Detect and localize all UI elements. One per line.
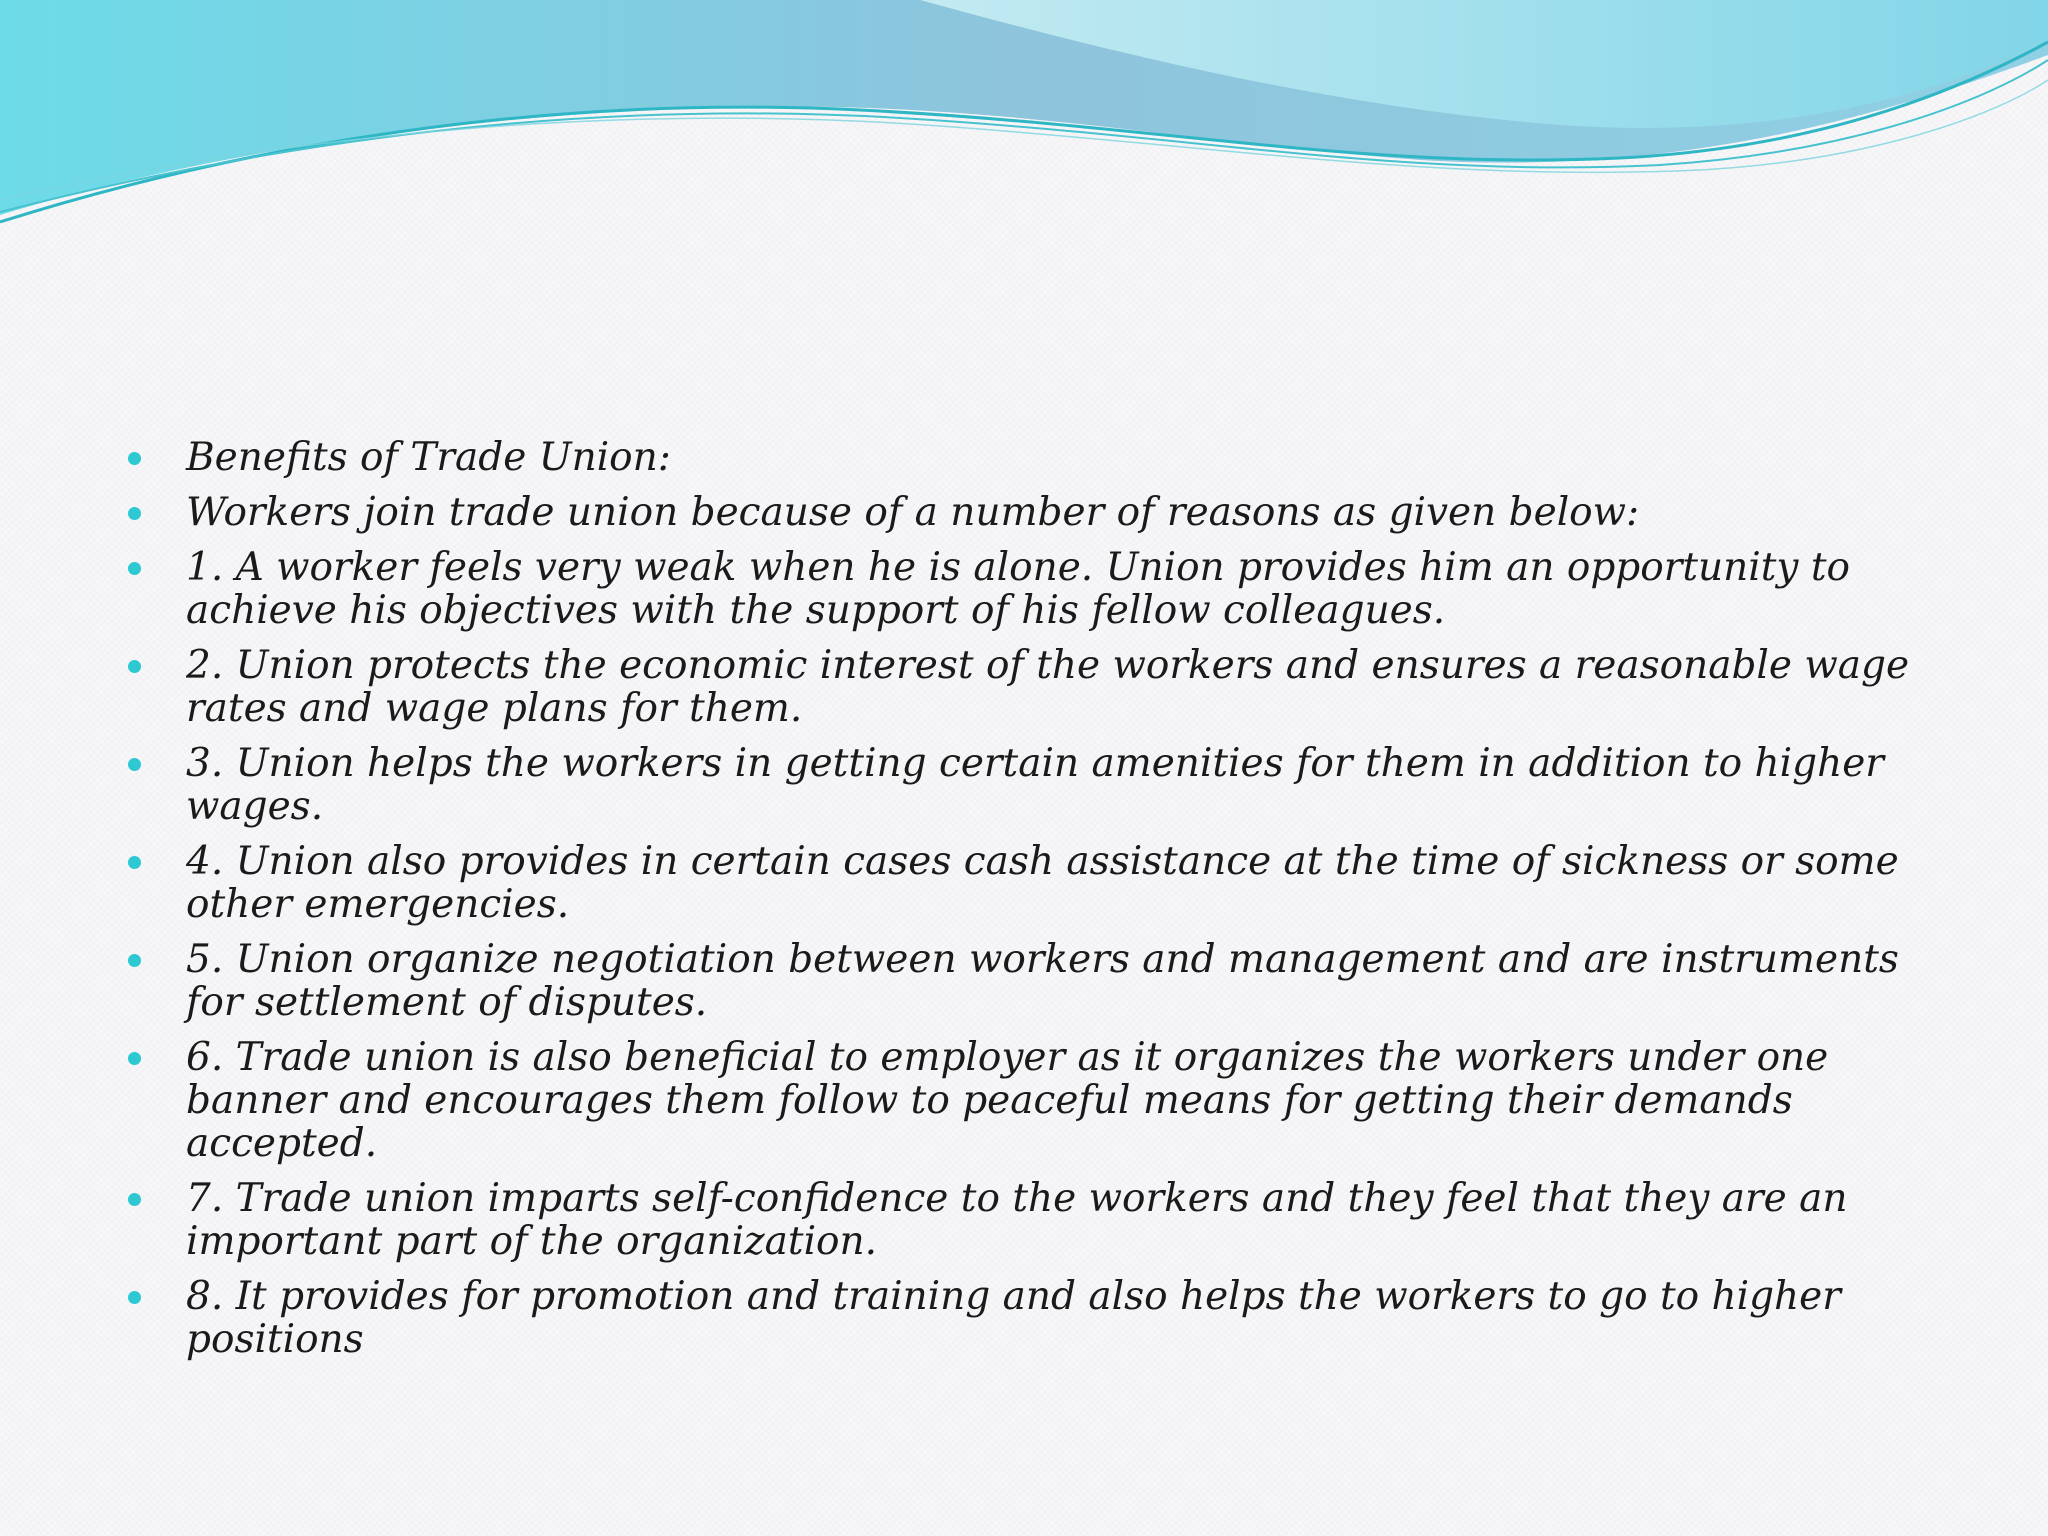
bullet-text: 5. Union organize negotiation between workers and management and are instruments for settlement of disputes. <box>186 937 1899 1025</box>
bullet-item-2 <box>128 644 1928 730</box>
slide-body <box>128 436 1928 1373</box>
bullet-dot-icon <box>128 1193 141 1206</box>
bullet-text: 1. A worker feels very weak when he is alone. Union provides him an opportunity to achieve his objectives with the support of his fellow colleagues. <box>186 545 1851 633</box>
bullet-text: 2. Union protects the economic interest of the workers and ensures a reasonable wage rates and wage plans for them. <box>186 643 1910 731</box>
bullet-text: 7. Trade union imparts self-confidence to the workers and they feel that they are an important part of the organization. <box>186 1176 1848 1264</box>
bullet-dot-icon <box>128 452 141 465</box>
bullet-text: 4. Union also provides in certain cases cash assistance at the time of sickness or some other emergencies. <box>186 839 1899 927</box>
bullet-item-5 <box>128 938 1928 1024</box>
bullet-heading <box>128 436 1928 479</box>
bullet-text: 3. Union helps the workers in getting certain amenities for them in addition to higher wages. <box>186 741 1884 829</box>
benefits-bullet-list <box>128 436 1928 1361</box>
bullet-dot-icon <box>128 562 141 575</box>
bullet-dot-icon <box>128 758 141 771</box>
bullet-item-4 <box>128 840 1928 926</box>
bullet-text: Benefits of Trade Union: <box>186 435 671 480</box>
bullet-dot-icon <box>128 507 141 520</box>
bullet-dot-icon <box>128 660 141 673</box>
bullet-dot-icon <box>128 856 141 869</box>
bullet-text: Workers join trade union because of a number of reasons as given below: <box>186 490 1640 535</box>
bullet-item-1 <box>128 546 1928 632</box>
bullet-text: 8. It provides for promotion and training and also helps the workers to go to higher positions <box>186 1274 1841 1362</box>
bullet-item-6 <box>128 1036 1928 1165</box>
decorative-wave-header <box>0 0 2048 240</box>
bullet-item-7 <box>128 1177 1928 1263</box>
bullet-dot-icon <box>128 1291 141 1304</box>
bullet-dot-icon <box>128 954 141 967</box>
bullet-item-8 <box>128 1275 1928 1361</box>
bullet-item-3 <box>128 742 1928 828</box>
bullet-intro <box>128 491 1928 534</box>
bullet-text: 6. Trade union is also beneficial to employer as it organizes the workers under one banner and encourages them follow to peaceful means for getting their demands accepted. <box>186 1035 1829 1166</box>
bullet-dot-icon <box>128 1052 141 1065</box>
